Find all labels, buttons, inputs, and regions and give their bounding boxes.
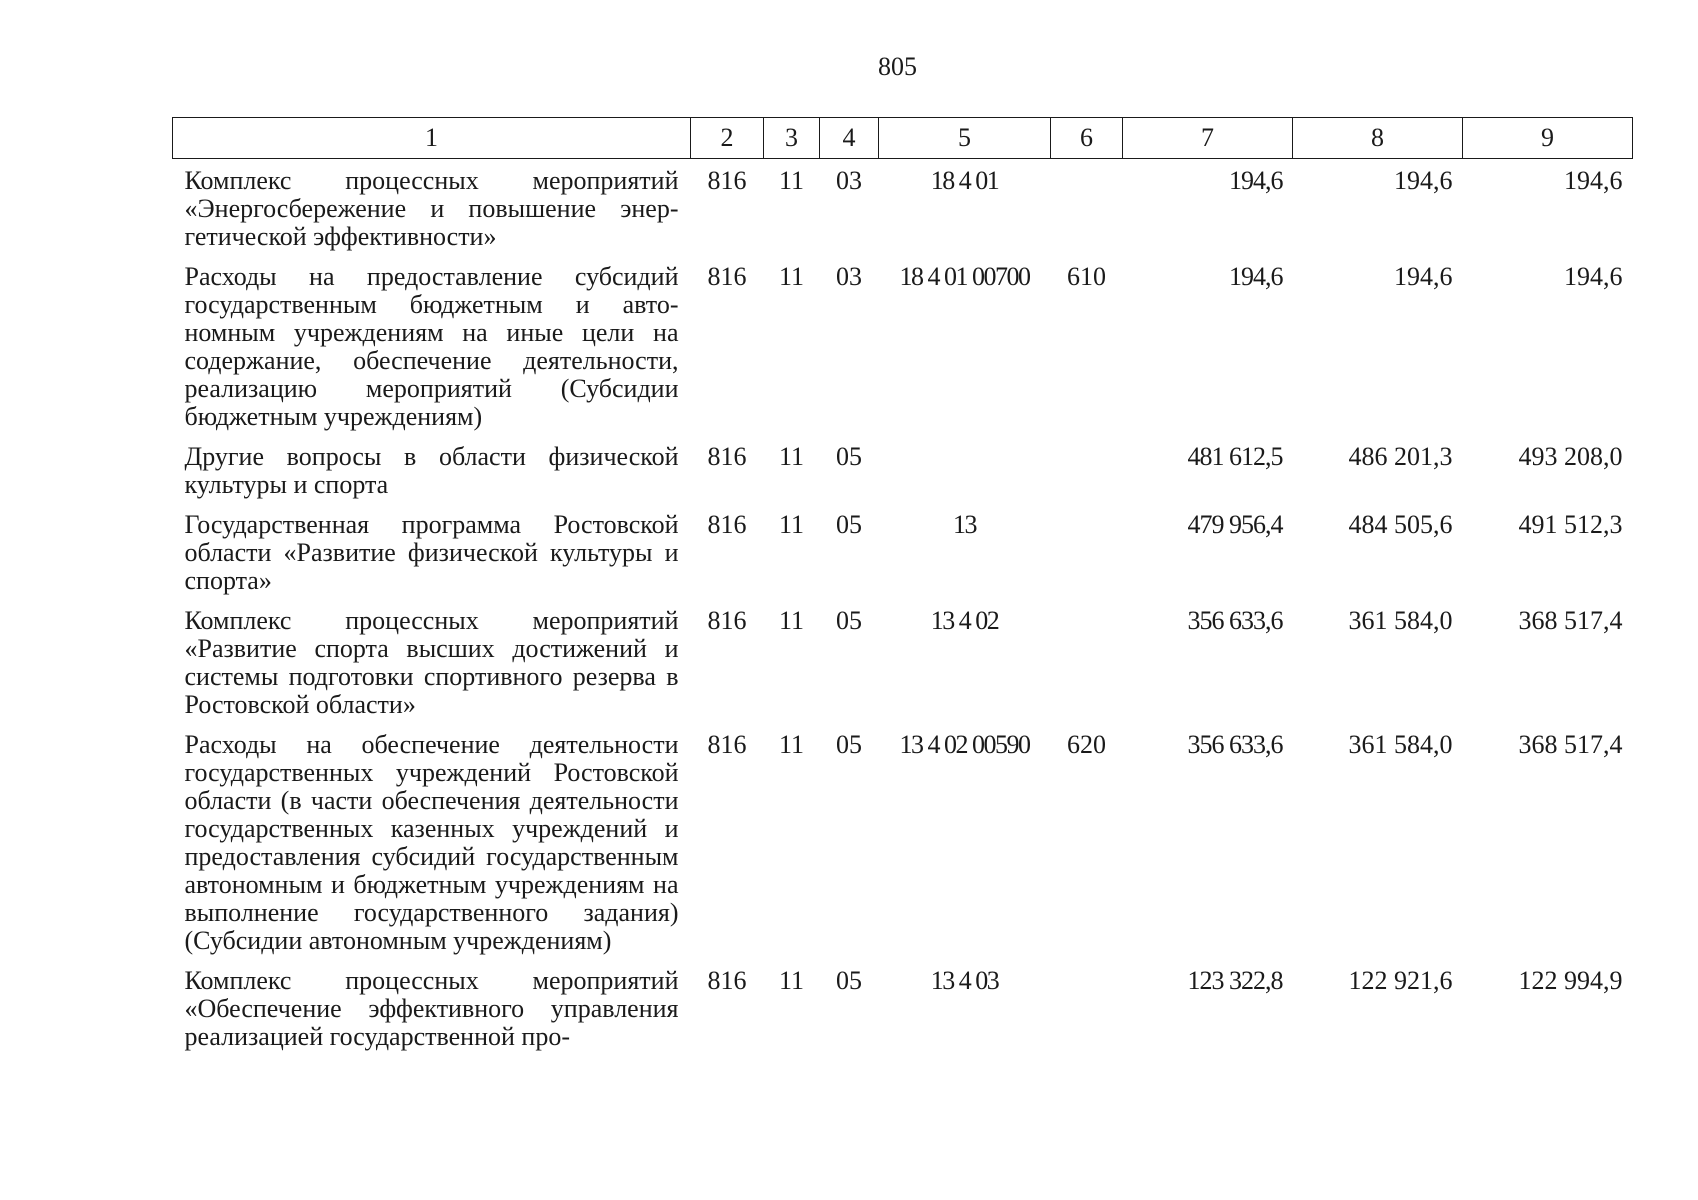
col-header-3: 3 <box>764 118 820 159</box>
col-header-9: 9 <box>1463 118 1633 159</box>
row-section-code: 11 <box>778 966 805 995</box>
row-amount-col8: 361 584,0 <box>1348 730 1453 759</box>
row-name: Другие вопросы в области физической культуры и спорта <box>184 442 679 499</box>
row-amount-col8: 484 505,6 <box>1348 510 1453 539</box>
budget-table <box>172 117 1633 1063</box>
row-name: Комплекс процессных мероприятий «Энергосбережение и повышение энергетической эффективности» <box>184 166 679 251</box>
col-header-8: 8 <box>1293 118 1463 159</box>
row-target-code: 13 4 02 00590 <box>899 730 1030 759</box>
row-expense-type <box>1051 159 1123 264</box>
table-row <box>173 263 1633 443</box>
table-row <box>173 967 1633 1063</box>
row-amount-col8: 194,6 <box>1394 262 1453 291</box>
row-name: Расходы на предоставление субсидий государственным бюджетным и автономным учреждениям на иные цели на содержание, обеспечение деятельности, реализацию мероприятий (Субсидии бюджетным учреждениям) <box>184 262 679 431</box>
row-target-code: 13 <box>953 510 976 539</box>
row-subsection-code: 05 <box>836 510 862 539</box>
row-expense-type: 610 <box>1067 262 1106 291</box>
row-subsection-code: 03 <box>836 166 862 195</box>
row-subsection-code: 05 <box>836 442 862 471</box>
row-expense-type <box>1051 443 1123 511</box>
row-amount-col7: 479 956,4 <box>1187 510 1283 539</box>
col-header-4: 4 <box>820 118 879 159</box>
row-amount-col7: 356 633,6 <box>1187 606 1283 635</box>
row-amount-col9: 493 208,0 <box>1518 442 1623 471</box>
row-amount-col9: 368 517,4 <box>1518 730 1623 759</box>
row-admin-code: 816 <box>707 606 747 635</box>
row-amount-col7: 194,6 <box>1229 262 1283 291</box>
table-row <box>173 607 1633 731</box>
row-amount-col9: 491 512,3 <box>1518 510 1623 539</box>
row-amount-col7: 123 322,8 <box>1187 966 1283 995</box>
row-name: Комплекс процессных мероприятий «Развитие спорта высших достижений и системы подготовки спортивного резерва в Ростовской области» <box>184 606 679 719</box>
row-admin-code: 816 <box>707 510 747 539</box>
col-header-7: 7 <box>1123 118 1293 159</box>
row-amount-col8: 486 201,3 <box>1348 442 1453 471</box>
row-target-code <box>879 443 1051 511</box>
row-admin-code: 816 <box>707 442 747 471</box>
row-amount-col8: 194,6 <box>1394 166 1453 195</box>
col-header-1: 1 <box>173 118 691 159</box>
row-expense-type <box>1051 967 1123 1063</box>
table-row <box>173 511 1633 607</box>
row-amount-col9: 122 994,9 <box>1518 966 1623 995</box>
table-body <box>173 159 1633 1064</box>
row-expense-type <box>1051 607 1123 731</box>
row-amount-col9: 194,6 <box>1564 166 1623 195</box>
row-amount-col8: 122 921,6 <box>1348 966 1453 995</box>
row-subsection-code: 05 <box>836 966 862 995</box>
row-target-code: 18 4 01 <box>930 166 999 195</box>
row-target-code: 18 4 01 00700 <box>899 262 1030 291</box>
row-admin-code: 816 <box>707 166 747 195</box>
row-section-code: 11 <box>778 510 805 539</box>
col-header-5: 5 <box>879 118 1051 159</box>
table-row <box>173 443 1633 511</box>
row-admin-code: 816 <box>707 966 747 995</box>
table-row <box>173 731 1633 967</box>
row-name: Государственная программа Ростовской области «Развитие физической культуры и спорта» <box>184 510 679 595</box>
col-header-6: 6 <box>1051 118 1123 159</box>
row-name: Комплекс процессных мероприятий «Обеспечение эффективного управления реализацией государственной про- <box>184 966 679 1051</box>
row-section-code: 11 <box>778 730 805 759</box>
header-row <box>173 118 1633 159</box>
page-number: 805 <box>878 52 917 81</box>
col-header-2: 2 <box>691 118 764 159</box>
row-amount-col7: 356 633,6 <box>1187 730 1283 759</box>
row-expense-type: 620 <box>1067 730 1106 759</box>
row-target-code: 13 4 02 <box>930 606 999 635</box>
row-amount-col7: 194,6 <box>1229 166 1283 195</box>
row-section-code: 11 <box>778 166 805 195</box>
row-subsection-code: 05 <box>836 730 862 759</box>
table-row <box>173 159 1633 264</box>
row-section-code: 11 <box>778 262 805 291</box>
row-amount-col7: 481 612,5 <box>1187 442 1283 471</box>
row-target-code: 13 4 03 <box>930 966 999 995</box>
row-subsection-code: 05 <box>836 606 862 635</box>
table-header <box>173 118 1633 159</box>
row-name: Расходы на обеспечение деятельности государственных учреждений Ростовской области (в части обеспечения деятельности государственных казенных учреждений и предоставления субсидий государственным автономным и бюджетным учреждениям на выполнение государственного задания) (Субсидии автономным учреждениям) <box>184 730 679 955</box>
row-amount-col8: 361 584,0 <box>1348 606 1453 635</box>
row-amount-col9: 368 517,4 <box>1518 606 1623 635</box>
row-section-code: 11 <box>778 442 805 471</box>
row-amount-col9: 194,6 <box>1564 262 1623 291</box>
row-section-code: 11 <box>778 606 805 635</box>
row-admin-code: 816 <box>707 262 747 291</box>
row-admin-code: 816 <box>707 730 747 759</box>
row-subsection-code: 03 <box>836 262 862 291</box>
row-expense-type <box>1051 511 1123 607</box>
